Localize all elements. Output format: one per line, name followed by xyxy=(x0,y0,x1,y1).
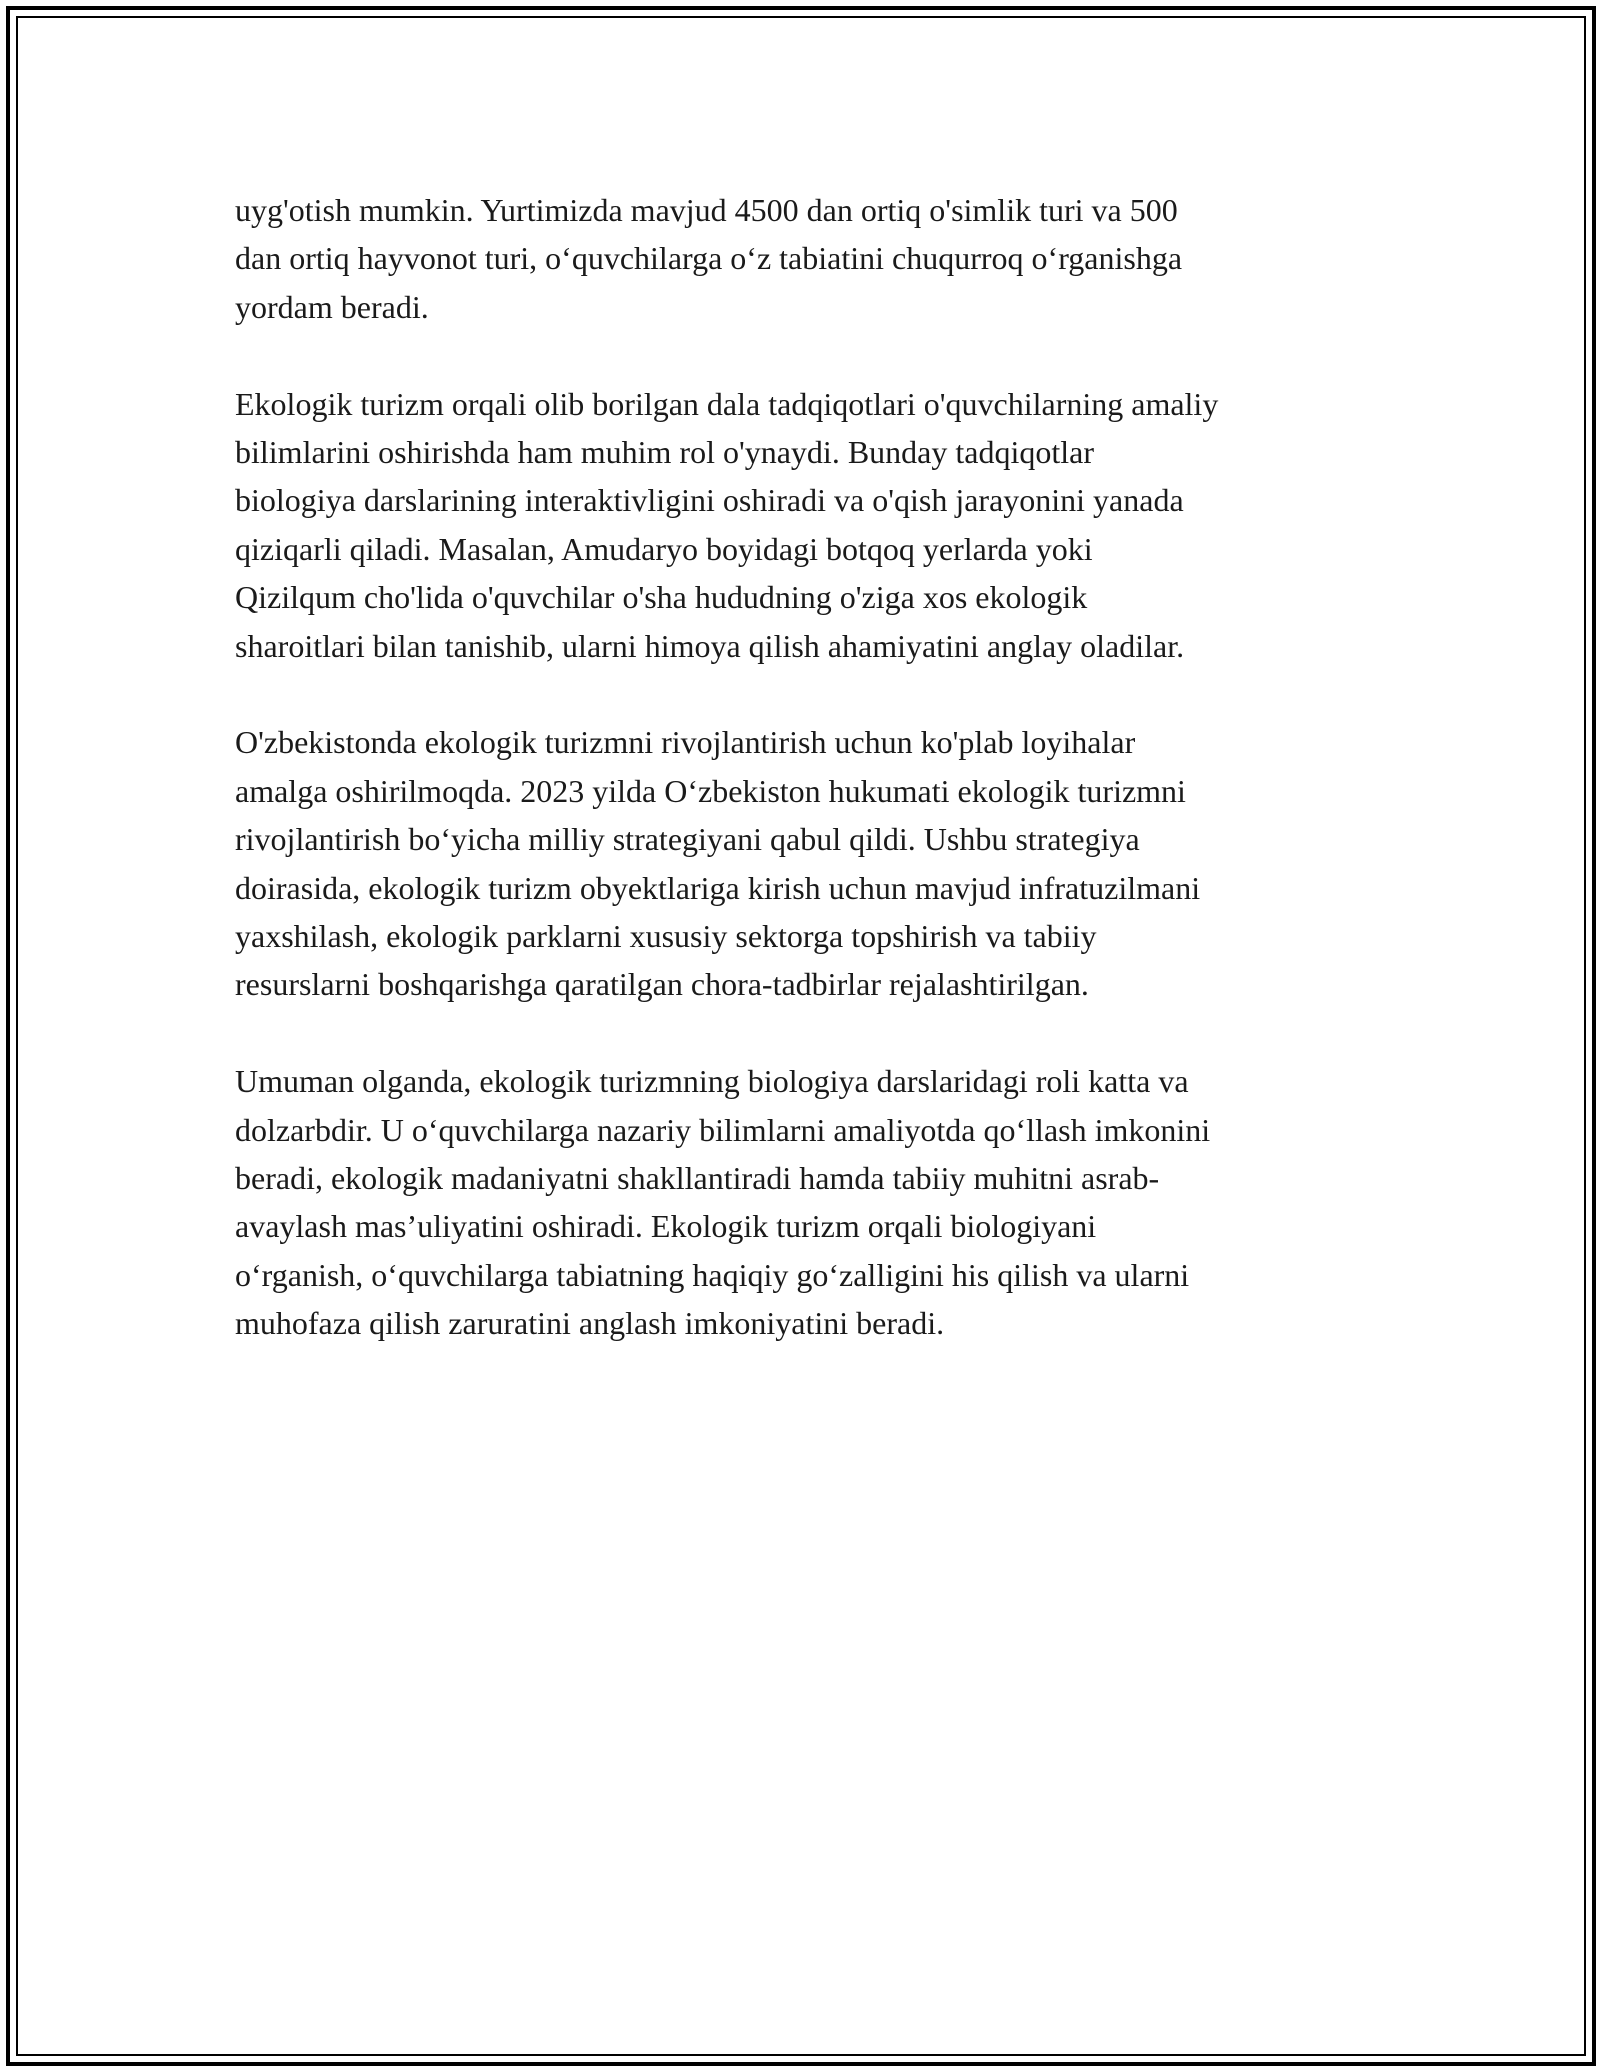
text-line: rivojlantirish bo‘yicha milliy strategiyani qabul qildi. Ushbu strategiya xyxy=(235,821,1140,858)
text-line: uyg'otish mumkin. Yurtimizda mavjud 4500 dan ortiq o'simlik turi va 500 xyxy=(235,192,1178,228)
document-body xyxy=(235,186,1375,1396)
text-line: yordam beradi. xyxy=(235,288,429,325)
text-line: dan ortiq hayvonot turi, o‘quvchilarga o‘z tabiatini chuqurroq o‘rganishga xyxy=(235,240,1183,277)
text-line: qiziqarli qiladi. Masalan, Amudaryo boyidagi botqoq yerlarda yoki xyxy=(235,530,1093,567)
paragraph-1 xyxy=(235,186,1375,331)
paragraph-3 xyxy=(235,718,1375,1008)
text-line: sharoitlari bilan tanishib, ularni himoya qilish ahamiyatini anglay oladilar. xyxy=(235,627,1185,664)
text-line: biologiya darslarining interaktivligini oshiradi va o'qish jarayonini yanada xyxy=(235,482,1184,519)
paragraph-2 xyxy=(235,380,1375,670)
text-line: O'zbekistonda ekologik turizmni rivojlantirish uchun ko'plab loyihalar xyxy=(235,724,1136,761)
text-line: o‘rganish, o‘quvchilarga tabiatning haqiqiy go‘zalligini his qilish va ularni xyxy=(235,1256,1190,1293)
paragraph-4 xyxy=(235,1057,1375,1347)
text-line: beradi, ekologik madaniyatni shakllantiradi hamda tabiiy muhitni asrab- xyxy=(235,1160,1160,1197)
text-line: yaxshilash, ekologik parklarni xususiy sektorga topshirish va tabiiy xyxy=(235,918,1097,955)
text-line: Qizilqum cho'lida o'quvchilar o'sha hududning o'ziga xos ekologik xyxy=(235,579,1088,616)
text-line: Umuman olganda, ekologik turizmning biologiya darslaridagi roli katta va xyxy=(235,1063,1189,1100)
text-line: Ekologik turizm orqali olib borilgan dala tadqiqotlari o'quvchilarning amaliy xyxy=(235,385,1219,422)
text-line: doirasida, ekologik turizm obyektlariga kirish uchun mavjud infratuzilmani xyxy=(235,869,1201,906)
text-line: amalga oshirilmoqda. 2023 yilda O‘zbekiston hukumati ekologik turizmni xyxy=(235,772,1186,809)
text-line: muhofaza qilish zaruratini anglash imkoniyatini beradi. xyxy=(235,1305,945,1342)
text-line: bilimlarini oshirishda ham muhim rol o'ynaydi. Bunday tadqiqotlar xyxy=(235,434,1094,471)
text-line: resurslarni boshqarishga qaratilgan chora-tadbirlar rejalashtirilgan. xyxy=(235,966,1089,1003)
text-line: dolzarbdir. U o‘quvchilarga nazariy bilimlarni amaliyotda qo‘llash imkonini xyxy=(235,1111,1211,1148)
text-line: avaylash mas’uliyatini oshiradi. Ekologik turizm orqali biologiyani xyxy=(235,1208,1097,1245)
